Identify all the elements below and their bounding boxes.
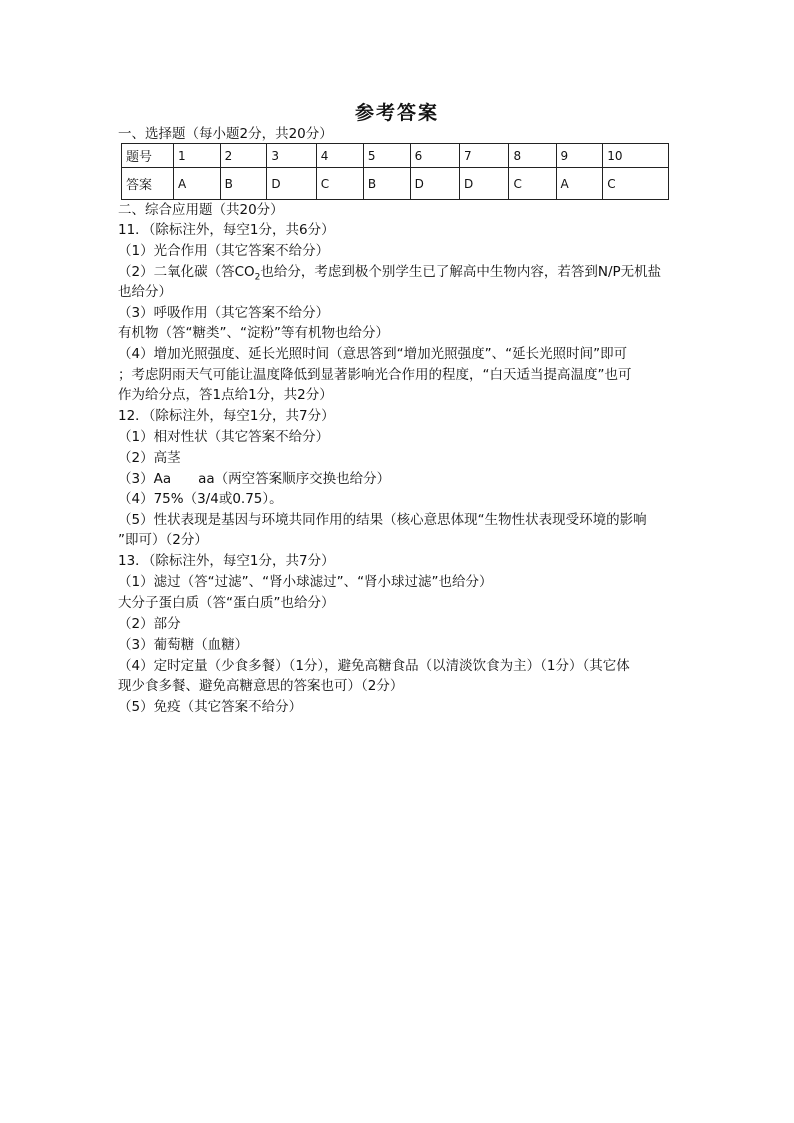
table-cell: B xyxy=(220,168,267,200)
answer-line: 也给分） xyxy=(118,284,172,300)
question-11-heading: 11．（除标注外，每空1分，共6分） xyxy=(118,222,335,238)
answer-line: 大分子蛋白质（答“蛋白质”也给分） xyxy=(118,595,335,611)
table-row-answers xyxy=(122,168,669,200)
answer-line: （5）免疫（其它答案不给分） xyxy=(118,699,303,715)
table-cell: A xyxy=(174,168,221,200)
answer-line: （4）定时定量（少食多餐）（1分），避免高糖食品（以清淡饮食为主）（1分）（其它体 xyxy=(118,658,630,674)
table-cell: D xyxy=(460,168,509,200)
answer-line: （1）相对性状（其它答案不给分） xyxy=(118,429,330,445)
table-cell: D xyxy=(267,168,316,200)
answer-text: （2）二氧化碳（答CO xyxy=(118,264,255,280)
answer-line: （2）部分 xyxy=(118,616,181,632)
table-cell: A xyxy=(556,168,603,200)
table-cell: C xyxy=(316,168,363,200)
table-cell: 2 xyxy=(220,144,267,168)
table-cell: 8 xyxy=(509,144,556,168)
section-heading-choice: 一、选择题（每小题2分，共20分） xyxy=(118,126,333,142)
answer-line: （3）呼吸作用（其它答案不给分） xyxy=(118,305,330,321)
table-cell: 3 xyxy=(267,144,316,168)
table-cell: 4 xyxy=(316,144,363,168)
table-cell: C xyxy=(603,168,669,200)
answer-text: 也给分，考虑到极个别学生已了解高中生物内容，若答到N/P无机盐 xyxy=(260,264,662,280)
table-row-numbers xyxy=(122,144,669,168)
table-header-question-no: 题号 xyxy=(122,144,174,168)
table-cell: 1 xyxy=(174,144,221,168)
answer-line: ”即可）（2分） xyxy=(118,532,208,548)
table-header-answer: 答案 xyxy=(122,168,174,200)
table-cell: C xyxy=(509,168,556,200)
answer-line: ；考虑阴雨天气可能让温度降低到显著影响光合作用的程度，“白天适当提高温度”也可 xyxy=(118,367,632,383)
page-title: 参考答案 xyxy=(354,102,439,124)
table-cell: 9 xyxy=(556,144,603,168)
table-cell: 10 xyxy=(603,144,669,168)
answer-line: （4）75%（3/4或0.75）。 xyxy=(118,491,283,507)
answer-line: （2）高茎 xyxy=(118,450,181,466)
answer-table xyxy=(121,143,669,200)
table-cell: 6 xyxy=(410,144,459,168)
question-12-heading: 12．（除标注外，每空1分，共7分） xyxy=(118,408,335,424)
answer-line: 现少食多餐、避免高糖意思的答案也可）（2分） xyxy=(118,678,404,694)
question-13-heading: 13．（除标注外，每空1分，共7分） xyxy=(118,553,335,569)
table-cell: B xyxy=(363,168,410,200)
answer-line: 作为给分点，答1点给1分，共2分） xyxy=(118,387,333,403)
subscript: 2 xyxy=(254,272,261,283)
answer-line: （5）性状表现是基因与环境共同作用的结果（核心意思体现“生物性状表现受环境的影响 xyxy=(118,512,647,528)
answer-line: （3）Aa aa（两空答案顺序交换也给分） xyxy=(118,471,391,487)
answer-line: （3）葡萄糖（血糖） xyxy=(118,637,249,653)
answer-line: 有机物（答“糖类”、“淀粉”等有机物也给分） xyxy=(118,325,389,341)
answer-line: （1）光合作用（其它答案不给分） xyxy=(118,243,330,259)
table-cell: D xyxy=(410,168,459,200)
table-cell: 7 xyxy=(460,144,509,168)
table-cell: 5 xyxy=(363,144,410,168)
answer-line: （4）增加光照强度、延长光照时间（意思答到“增加光照强度”、“延长光照时间”即可 xyxy=(118,346,628,362)
answer-line: （1）滤过（答“过滤”、“肾小球滤过”、“肾小球过滤”也给分） xyxy=(118,574,493,590)
section-heading-application: 二、综合应用题（共20分） xyxy=(118,202,284,218)
